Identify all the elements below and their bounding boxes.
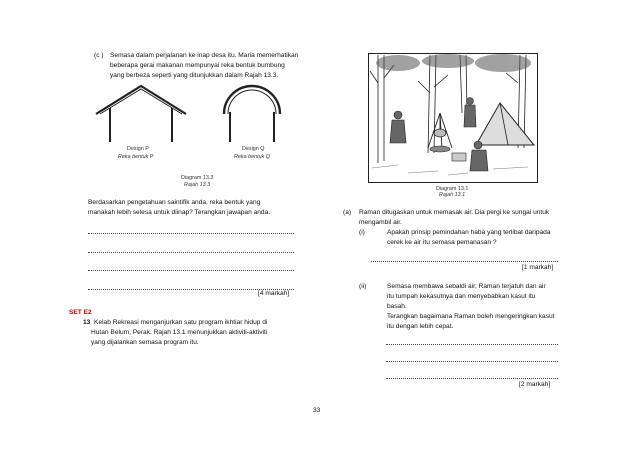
question-a-ii-line-5: itu dengan lebih cepat. bbox=[387, 323, 454, 330]
design-q-shelter-drawing bbox=[222, 84, 282, 142]
design-q-label: Design Q bbox=[242, 146, 265, 152]
question-c-line-3: yang berbeza seperti yang ditunjukkan dalam Rajah 13.3. bbox=[110, 72, 279, 79]
answer-line[interactable] bbox=[88, 252, 294, 253]
page-number: 33 bbox=[313, 407, 321, 414]
answer-line[interactable] bbox=[386, 361, 558, 362]
answer-line[interactable] bbox=[88, 270, 294, 271]
question-c-line-1: Semasa dalam perjalanan ke inap desa itu. Maria memerhatikan bbox=[110, 52, 299, 59]
diagram-13-1-label-ms: Rajah 13.1 bbox=[439, 192, 466, 198]
diagram-13-3-label: Diagram 13.3 bbox=[181, 175, 214, 181]
answer-line[interactable] bbox=[386, 344, 558, 345]
answer-line[interactable] bbox=[371, 261, 558, 262]
set-e2-label: SET E2 bbox=[69, 309, 92, 316]
question-c-prompt-line-2: manakah lebih selesa untuk diinap? Terangkan jawapan anda. bbox=[88, 209, 271, 216]
question-a-ii-line-1: Semasa membawa sebaldi air, Raman terjatuh dan air bbox=[387, 283, 546, 290]
diagram-13-1-label: Diagram 13.1 bbox=[436, 186, 469, 192]
question-13-line-3: yang dijalankan semasa program itu. bbox=[91, 339, 199, 346]
design-q-label-ms: Reka bentuk Q bbox=[234, 154, 270, 160]
marks-1: [1 markah] bbox=[522, 264, 554, 271]
question-a-i-line-2: cerek ke air itu semasa pemanasan ? bbox=[387, 239, 497, 246]
question-13-line-2: Hutan Belum, Perak. Rajah 13.1 menunjukkan aktiviti-aktiviti bbox=[91, 329, 268, 336]
question-13-number: 13 bbox=[83, 319, 91, 326]
question-a-label: (a) bbox=[343, 209, 352, 216]
marks-4: [4 markah] bbox=[258, 290, 290, 297]
question-a-line-2: mengambil air. bbox=[359, 219, 402, 226]
question-a-ii-line-2: itu tumpah kekasutnya dan menyebabkan kasut itu bbox=[387, 293, 536, 300]
question-c-prompt-line-1: Berdasarkan pengetahuan saintifik anda, reka bentuk yang bbox=[88, 199, 261, 206]
answer-line[interactable] bbox=[88, 233, 294, 234]
question-a-ii-line-3: basah. bbox=[387, 303, 407, 310]
question-a-i-label: (i) bbox=[359, 229, 365, 236]
design-p-label-ms: Reka bentuk P bbox=[118, 154, 154, 160]
design-p-label: Design P bbox=[127, 146, 149, 152]
diagram-13-3-label-ms: Rajah 13.3 bbox=[184, 182, 211, 188]
question-a-line-1: Raman ditugaskan untuk memasak air. Dia pergi ke sungai untuk bbox=[359, 209, 550, 216]
question-c-line-2: beberapa gerai makanan mempunyai reka bentuk bumbung bbox=[110, 62, 285, 69]
question-a-i-line-1: Apakah prinsip pemindahan haba yang terlibat daripada bbox=[387, 229, 551, 236]
camp-scene-illustration bbox=[368, 53, 538, 183]
question-c-label: (c ) bbox=[94, 52, 104, 59]
marks-2: [2 markah] bbox=[519, 381, 551, 388]
question-13-line-1: Kelab Rekreasi menganjurkan satu program ikhtiar hidup di bbox=[94, 319, 268, 326]
question-a-ii-label: (ii) bbox=[359, 283, 367, 290]
question-a-ii-line-4: Terangkan bagaimana Raman boleh mengeringkan kasut bbox=[387, 313, 555, 320]
answer-line[interactable] bbox=[386, 378, 558, 379]
design-p-shelter-drawing bbox=[96, 86, 186, 142]
